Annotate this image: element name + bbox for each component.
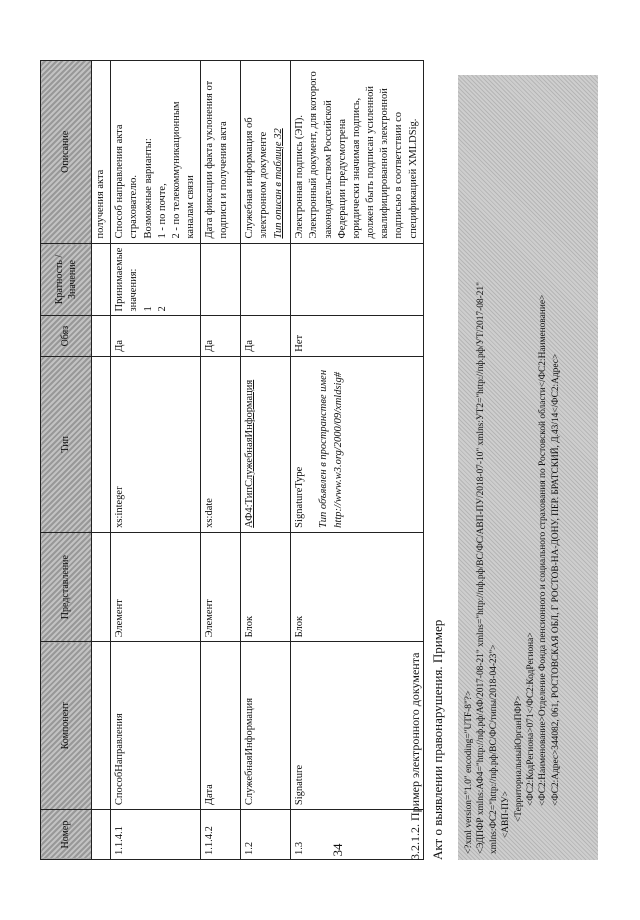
description-line: Электронная подпись (ЭП). — [294, 114, 306, 239]
cell-number: 1.1.4.2 — [201, 810, 241, 860]
example-title: Акт о выявлении правонарушения. Пример — [430, 619, 445, 860]
cell-representation: Элемент — [111, 532, 201, 642]
value-option: 2 — [156, 306, 168, 312]
cell-representation: Блок — [291, 532, 424, 642]
xml-line: <?xml version="1.0" encoding="UTF-8"?> — [464, 690, 474, 854]
header-description: Описание — [41, 61, 92, 244]
type-namespace-note: Тип объявлен в пространстве имен http://www.w3.org/2000/09/xmldsig# — [318, 369, 344, 528]
xml-example-block — [458, 75, 598, 860]
table-row — [291, 61, 424, 860]
cell-description — [291, 61, 424, 244]
cell-representation: Элемент — [201, 532, 241, 642]
header-component: Компонент — [41, 642, 92, 810]
cell-required: Да — [111, 316, 201, 356]
cell-component: Signature — [291, 642, 424, 810]
cell-component: СпособНаправления — [111, 642, 201, 810]
cell-representation: Блок — [241, 532, 291, 642]
cell-description: получения акта — [92, 61, 111, 244]
table-row — [92, 61, 111, 860]
header-required: Обяз — [41, 316, 92, 356]
description-line: Служебная информация об электронном документе — [244, 117, 270, 239]
cell-description — [111, 61, 201, 244]
xml-line: <ФС2:Наименование>Отделение Фонда пенсионного и социального страхования по Ростовской области</ФС2:Наименование> — [538, 294, 549, 806]
cell-number: 1.2 — [241, 810, 291, 860]
cell-type: xs:date — [201, 356, 241, 532]
cell-number — [92, 810, 111, 860]
type-name: SignatureType — [294, 466, 306, 528]
description-line: Способ направления акта страхователю. — [114, 124, 140, 239]
description-line: Возможные варианты: — [142, 138, 154, 239]
cell-representation — [92, 532, 111, 642]
xml-line: <ФС2:Адрес>344082, 061, РОСТОВСКАЯ ОБЛ, Г РОСТОВ-НА-ДОНУ, ПЕР. БРАТСКИЙ, Д.43/14</ФС2:Адрес> — [550, 353, 561, 806]
cell-type — [291, 356, 424, 532]
cell-values — [291, 243, 424, 316]
header-type: Тип — [41, 356, 92, 532]
cell-required: Да — [201, 316, 241, 356]
xml-line: <АВП-ПУ> — [501, 791, 512, 838]
cell-values — [201, 243, 241, 316]
cell-required: Да — [241, 316, 291, 356]
cell-required — [92, 316, 111, 356]
table-row — [201, 61, 241, 860]
table-row — [111, 61, 201, 860]
xml-line: <ФС2:КодРегиона>071</ФС2:КодРегиона> — [526, 632, 537, 806]
type-link[interactable]: АФ4:ТипСлужебнаяИнформация — [244, 379, 256, 528]
page-number: 34 — [330, 843, 345, 857]
header-values: Кратность / Значение — [41, 243, 92, 316]
table-header-row — [41, 61, 92, 860]
cell-number: 1.1.4.1 — [111, 810, 201, 860]
cell-component: СлужебнаяИнформация — [241, 642, 291, 810]
cell-required: Нет — [291, 316, 424, 356]
description-line: 2 - по телекоммуникационным каналам связи — [170, 101, 197, 239]
cell-description — [241, 61, 291, 244]
cell-description: Дата фиксации факта уклонения от подписи и получения акта — [201, 61, 241, 244]
cell-number: 1.3 — [291, 810, 424, 860]
values-label: Принимаемые значения: — [114, 247, 140, 312]
section-caption: 3.2.1.2. Пример электронного документа — [408, 652, 422, 860]
table-row — [241, 61, 291, 860]
xml-line: <ЭДПФР xmlns:АФ4="http://пф.рф/АФ/2017-08-21" xmlns="http://пф.рф/ВС/ФС/АВП-ПУ/2018-07-10" xmlns:УТ2="http://пф.рф/УТ/2017-08-21" — [476, 282, 487, 854]
cell-component — [92, 642, 111, 810]
xml-line: <ТерриториальныйОрганПФР> — [513, 695, 524, 822]
cell-type — [92, 356, 111, 532]
cell-type — [241, 356, 291, 532]
table-reference-link[interactable]: Тип описан в таблице 32 — [272, 128, 284, 239]
description-line: 1 - по почте, — [156, 183, 168, 239]
cell-values — [111, 243, 201, 316]
schema-table — [40, 60, 424, 860]
cell-values — [241, 243, 291, 316]
cell-values — [92, 243, 111, 316]
xml-line: xmlns:ФС2="http://пф.рф/ВС/ФС/типы/2018-04-23"> — [488, 644, 499, 854]
description-line: Электронный документ, для которого законодательством Российской Федерации предусмотрена юридически значимая подпись, должен быть подписан усиленной квалифицированной электронной подписью в соответствии со спецификацией XMLDSig. — [308, 71, 419, 239]
rotated-content — [40, 60, 600, 860]
cell-type: xs:integer — [111, 356, 201, 532]
header-representation: Представление — [41, 532, 92, 642]
header-number: Номер — [41, 810, 92, 860]
value-option: 1 — [142, 306, 154, 312]
cell-component: Дата — [201, 642, 241, 810]
